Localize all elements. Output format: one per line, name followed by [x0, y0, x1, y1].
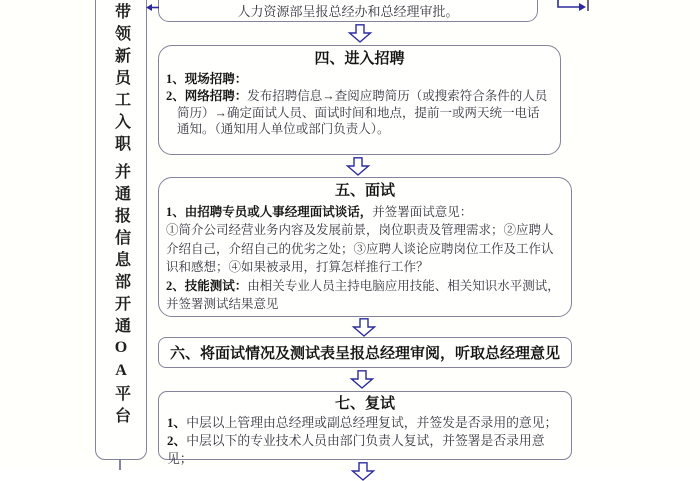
sidebar-bottom-connector-line — [119, 460, 121, 470]
sidebar-note-box — [95, 0, 147, 460]
step6-report-box — [158, 337, 572, 368]
offscreen-box-edge — [587, 0, 589, 11]
step4-body — [159, 70, 560, 138]
step5-item-2: 2、技能测试：由相关专业人员主持电脑应用技能、相关知识水平测试，并签署测试结果意见 — [166, 278, 560, 312]
step7-body — [159, 414, 571, 468]
step7-item-2: 2、中层以下的专业技术人员由部门负责人复试，并签署是否录用意见； — [167, 434, 545, 466]
sidebar-note-text-2: 并通报信息部开通OA平台 — [112, 163, 130, 429]
step3-approval-box — [158, 0, 538, 22]
step7-item-1: 1、中层以上管理由总经理或副总经理复试，并签发是否录用的意见； — [167, 416, 558, 430]
flow-arrow-down-icon — [351, 462, 375, 481]
step4-recruiting-box — [158, 45, 561, 155]
step5-body — [159, 202, 571, 313]
flow-arrow-down-icon — [348, 24, 372, 43]
step7-retest-box — [158, 391, 572, 466]
flow-arrow-down-icon — [350, 370, 374, 389]
step7-title: 七、复试 — [334, 396, 395, 412]
step6-text: 六、将面试情况及测试表呈报总经理审阅，听取总经理意见 — [169, 346, 560, 362]
arrow-right-icon — [556, 0, 590, 13]
step3-text: 人力资源部呈报总经办和总经理审批。 — [237, 4, 459, 19]
flow-arrow-down-icon — [352, 318, 376, 337]
step3-title — [159, 0, 537, 2]
sidebar-note-text-1: 带领新员工入职 — [112, 3, 130, 157]
step4-title: 四、进入招聘 — [314, 51, 405, 67]
step5-item-1: 1、由招聘专员或人事经理面试谈话，并签署面试意见： — [166, 205, 473, 219]
step4-item-2: 2、网络招聘：发布招聘信息→查阅应聘简历（或搜索符合条件的人员简历）→确定面试人员、面试时间和地点，提前一或两天统一电话通知。（通知用人单位或部门负责人）。 — [166, 88, 548, 137]
step4-item-1: 1、现场招聘： — [166, 72, 248, 86]
flow-arrow-down-icon — [346, 157, 370, 176]
arrow-left-icon — [146, 3, 160, 12]
step5-title: 五、面试 — [334, 183, 395, 199]
step5-item-1-detail: ①简介公司经营业务内容及发展前景，岗位职责及管理需求；②应聘人介绍自己，介绍自己的优劣之处；③应聘人谈论应聘岗位工作及工作认识和感想；④如果被录用，打算怎样推行工作？ — [166, 223, 554, 275]
step5-interview-box — [158, 177, 572, 317]
